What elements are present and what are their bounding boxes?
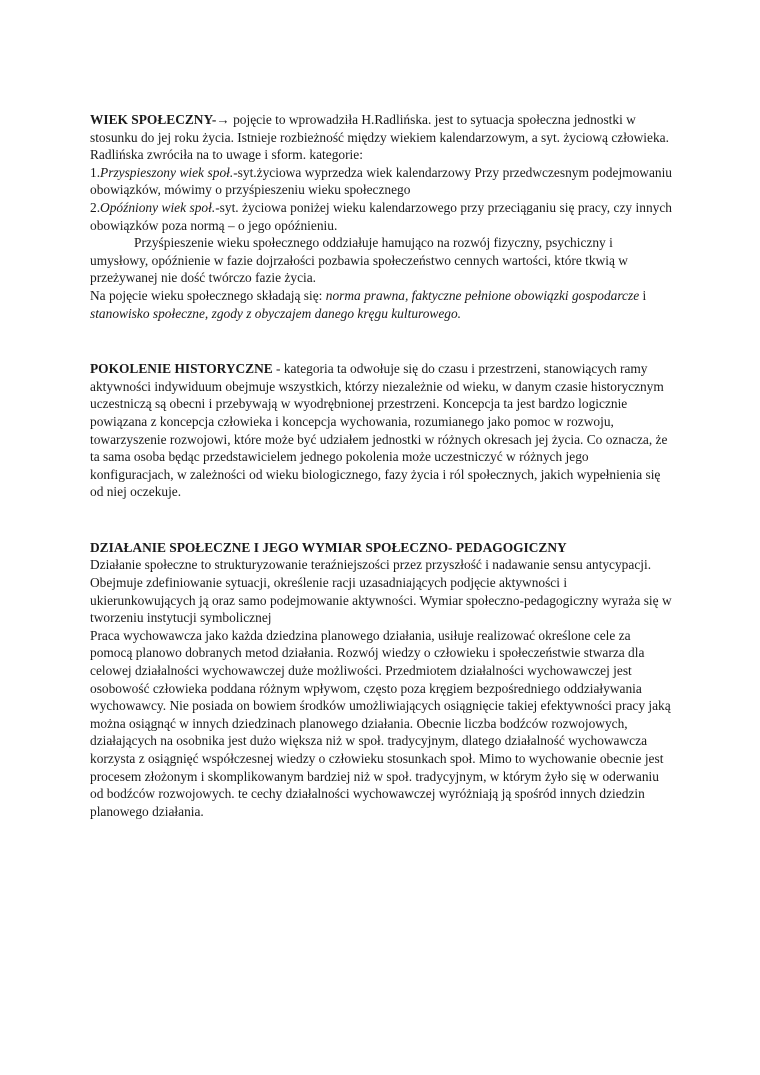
paragraph-text: i (639, 287, 647, 303)
emphasis: norma prawna, faktyczne pełnione obowiązki gospodarcze (325, 287, 640, 303)
paragraph-text: -syt.życiowa wyprzedza wiek kalendarzowy Przy przedwczesnym podejmowaniu obowiązków, mówimy o przyśpieszeniu wieku społecznego (90, 164, 673, 198)
section-dzialanie-spoleczne (90, 539, 672, 821)
section-heading: DZIAŁANIE SPOŁECZNE I JEGO WYMIAR SPOŁECZNO- PEDAGOGICZNY (90, 539, 567, 555)
term: Opóźniony wiek społ. (100, 199, 216, 215)
paragraph (90, 287, 672, 322)
section-wiek-spoleczny (90, 111, 672, 322)
emphasis: stanowisko społeczne, zgody z obyczajem danego kręgu kulturowego. (90, 305, 462, 321)
paragraph-text: Na pojęcie wieku społecznego składają się: (90, 287, 326, 303)
arrow-icon: → (216, 112, 230, 127)
document-page (90, 111, 672, 820)
paragraph-text: pojęcie to wprowadziła H.Radlińska. jest to sytuacja społeczna jednostki w stosunku do jej roku życia. Istnieje rozbieżność między wiekiem kalendarzowym, a syt. życiową człowieka. Radlińska zwróciła na to uwage i sform. kategorie: (90, 112, 669, 163)
paragraph: Praca wychowawcza jako każda dziedzina planowego działania, usiłuje realizować określone cele za pomocą planowo dobranych metod działania. Rozwój wiedzy o człowieku i społeczeństwie stwarza dla celowej działalności wychowawczej duże możliwości. Przedmiotem działalności wychowawczej jest osobowość człowieka poddana różnym wpływom, często poza kręgiem bezpośredniego oddziaływania wychowawcy. Nie posiada on bowiem środków umożliwiających osiągnięcie takiej efektywności pracy jaką można osiągnąć w innych dziedzinach planowego działania. Obecnie liczba bodźców rozwojowych, działających na osobnika jest dużo większa niż w społ. tradycyjnym, dlatego działalność wychowawcza korzysta z osiągnięć współczesnej wiedzy o człowieku stosunkach społ. Mimo to wychowanie obecnie jest procesem złożonym i skomplikowanym bardziej niż w społ. tradycyjnym, w którym żyło się w oderwaniu od bodźców rozwojowych. te cechy działalności wychowawczej wyróżniają ją spośród innych dziedzin planowego działania. (90, 627, 671, 819)
section-heading: WIEK SPOŁECZNY- (90, 112, 217, 127)
list-number: 1. (90, 164, 101, 180)
list-item (90, 164, 672, 199)
paragraph-text: - kategoria ta odwołuje się do czasu i przestrzeni, stanowiących ramy aktywności indywiduum obejmuje wszystkich, którzy niezależnie od wieku, w danym czasie historycznym uczestniczą są obecni i przebywają w wyodrębnionej przestrzeni. Koncepcja ta jest bardzo logicznie powiązana z koncepcja człowieka i koncepcja wychowania, rozumianego jako pomoc w rozwoju, towarzyszenie rozwojowi, które może być udziałem jednostki w różnych okresach jej życia. Co oznacza, że ta sama osoba będąc przedstawicielem jednego pokolenia może uczestniczyć w różnych jego konfiguracjach, w zależności od wieku biologicznego, fazy życia i ról społecznych, jakich wypełnienia się od niej oczekuje. (90, 361, 668, 500)
section-heading: POKOLENIE HISTORYCZNE (90, 361, 273, 377)
paragraph: Działanie społeczne to strukturyzowanie teraźniejszości przez przyszłość i nadawanie sensu antycypacji. Obejmuje zdefiniowanie sytuacji, określenie racji uzasadniających podjęcie aktywności i ukierunkowujących ją oraz samo podejmowanie aktywności. Wymiar społeczno-pedagogiczny wyraża się w tworzeniu instytucji symbolicznej (90, 557, 672, 626)
paragraph (90, 360, 672, 501)
section-pokolenie-historyczne (90, 360, 672, 501)
list-number: 2. (90, 199, 101, 215)
paragraph (90, 111, 672, 164)
paragraph-text: -syt. życiowa poniżej wieku kalendarzowego przy przeciąganiu się pracy, czy innych obowiązków poza normą – o jego opóźnieniu. (90, 199, 672, 233)
list-item (90, 199, 672, 234)
term: Przyspieszony wiek społ. (100, 164, 234, 180)
paragraph: Przyśpieszenie wieku społecznego oddziałuje hamująco na rozwój fizyczny, psychiczny i umysłowy, opóźnienie w fazie dojrzałości pozbawia społeczeństwo cennych wartości, które tkwią w przeżywanej nie dość twórczo fazie życia. (90, 235, 628, 286)
